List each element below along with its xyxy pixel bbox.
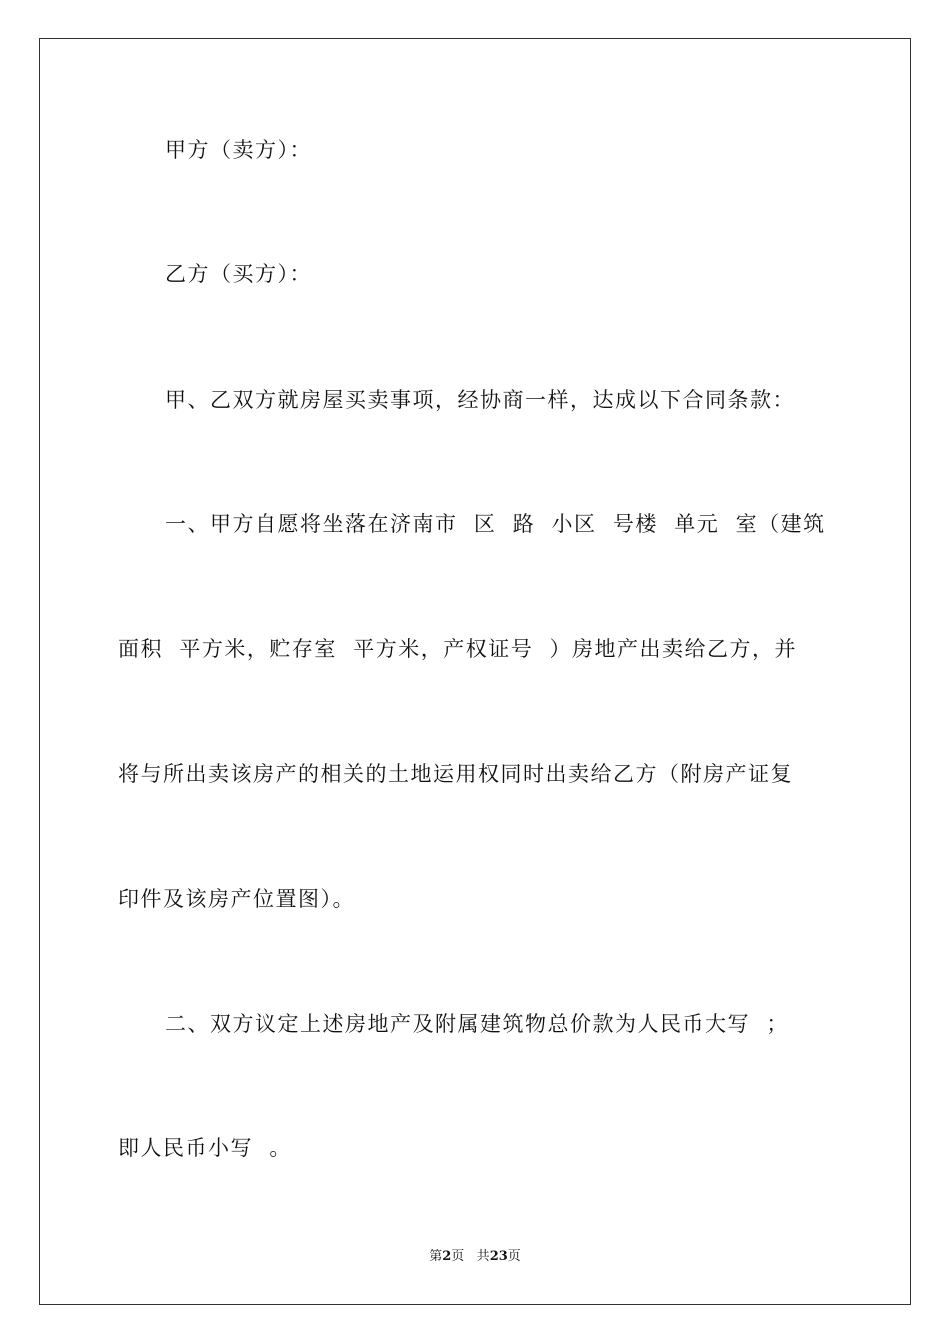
- clause-2-line-1: 二、双方议定上述房地产及附属建筑物总价款为人民币大写 ；: [165, 1012, 789, 1036]
- clause-1-line-1: 一、甲方自愿将坐落在济南市 区 路 小区 号楼 单元 室（建筑: [165, 512, 826, 536]
- total-prefix: 共: [476, 1249, 490, 1264]
- clause-2-line-2: 即人民币小写 。: [118, 1136, 292, 1160]
- party-a-line: 甲方（卖方）：: [165, 138, 312, 162]
- total-suffix: 页: [507, 1249, 521, 1264]
- party-b-line: 乙方（买方）：: [165, 262, 312, 286]
- total-pages: 23: [489, 1249, 508, 1264]
- clause-1-line-3: 将与所出卖该房产的相关的土地运用权同时出卖给乙方（附房产证复: [118, 762, 793, 786]
- page-number-footer: [0, 1248, 950, 1266]
- page-suffix: 页: [451, 1249, 465, 1264]
- page-prefix: 第: [429, 1249, 443, 1264]
- clause-1-line-2: 面积 平方米，贮存室 平方米，产权证号 ）房地产出卖给乙方，并: [118, 637, 798, 661]
- intro-line: 甲、乙双方就房屋买卖事项，经协商一样，达成以下合同条款：: [165, 388, 795, 412]
- clause-1-line-4: 印件及该房产位置图）。: [118, 887, 355, 911]
- page-current: 2: [442, 1249, 452, 1264]
- page-border: [39, 38, 911, 1305]
